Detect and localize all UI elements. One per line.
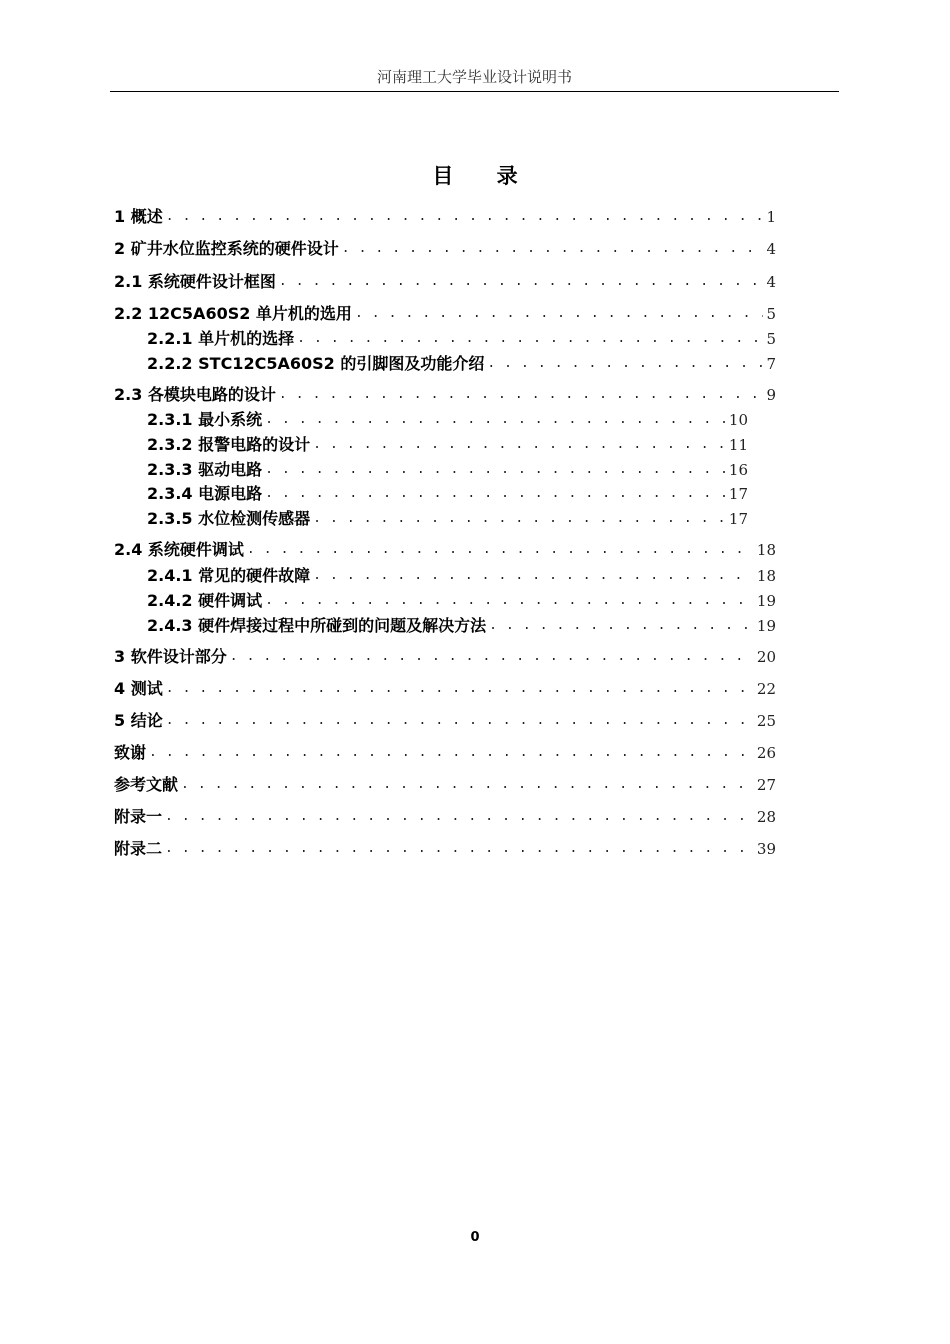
header-rule <box>110 91 839 92</box>
toc-entry-page: 18 <box>756 541 776 559</box>
toc-entry-page: 10 <box>728 411 748 429</box>
toc-entry[interactable] <box>147 564 776 586</box>
toc-leader-dots <box>313 509 726 529</box>
toc-entry-label: 4 测试 <box>114 679 163 698</box>
toc-entry[interactable] <box>114 677 776 699</box>
toc-entry-page: 11 <box>728 436 748 454</box>
toc-entry-page: 25 <box>756 712 776 730</box>
toc-entry-label: 2.3.1 最小系统 <box>147 410 263 429</box>
toc-entry-label: 2.4.1 常见的硬件故障 <box>147 566 311 585</box>
toc-leader-dots <box>165 807 754 827</box>
toc-entry-label: 2.3.2 报警电路的设计 <box>147 435 311 454</box>
toc-leader-dots <box>181 775 754 795</box>
toc-entry-page: 22 <box>756 680 776 698</box>
toc-leader-dots <box>265 460 726 480</box>
toc-leader-dots <box>279 385 764 405</box>
toc-entry[interactable] <box>147 352 776 374</box>
toc-entry-page: 1 <box>766 208 776 226</box>
toc-leader-dots <box>279 272 764 292</box>
toc-entry[interactable] <box>114 383 776 405</box>
toc-entry-page: 26 <box>756 744 776 762</box>
toc-entry[interactable] <box>114 645 776 667</box>
toc-entry-label: 2.2.2 STC12C5A60S2 的引脚图及功能介绍 <box>147 354 485 373</box>
toc-entry-page: 4 <box>766 273 776 291</box>
toc-leader-dots <box>166 711 754 731</box>
toc-leader-dots <box>313 435 726 455</box>
toc-leader-dots <box>297 329 763 349</box>
toc-entry-label: 致谢 <box>114 743 147 762</box>
toc-entry[interactable] <box>114 837 776 859</box>
toc-leader-dots <box>265 484 726 504</box>
toc-leader-dots <box>230 647 754 667</box>
toc-leader-dots <box>149 743 754 763</box>
toc-leader-dots <box>265 591 754 611</box>
toc-entry-label: 附录二 <box>114 839 163 858</box>
toc-entry[interactable] <box>147 433 748 455</box>
toc-entry[interactable] <box>147 482 748 504</box>
toc-entry-page: 18 <box>756 567 776 585</box>
toc-entry-label: 3 软件设计部分 <box>114 647 227 666</box>
toc-entry-label: 2.1 系统硬件设计框图 <box>114 272 276 291</box>
toc-entry-page: 28 <box>756 808 776 826</box>
toc-entry[interactable] <box>114 302 776 324</box>
toc-entry-label: 2.4.3 硬件焊接过程中所碰到的问题及解决方法 <box>147 616 487 635</box>
toc-entry-label: 附录一 <box>114 807 163 826</box>
toc-leader-dots <box>342 239 764 259</box>
toc-entry-page: 20 <box>756 648 776 666</box>
toc-leader-dots <box>166 207 764 227</box>
toc-entry-page: 7 <box>766 355 776 373</box>
toc-entry-page: 19 <box>756 592 776 610</box>
toc-entry[interactable] <box>114 270 776 292</box>
toc-entry-label: 2.4 系统硬件调试 <box>114 540 244 559</box>
toc-leader-dots <box>355 304 764 324</box>
toc-entry-page: 5 <box>766 305 776 323</box>
toc-entry-label: 2.2 12C5A60S2 单片机的选用 <box>114 304 352 323</box>
toc-entry[interactable] <box>147 408 748 430</box>
toc-leader-dots <box>165 839 754 859</box>
toc-leader-dots <box>313 566 754 586</box>
toc-entry-page: 17 <box>728 510 748 528</box>
toc-entry-page: 16 <box>728 461 748 479</box>
toc-entry-label: 参考文献 <box>114 775 179 794</box>
toc-entry[interactable] <box>114 538 776 560</box>
toc-entry-label: 2 矿井水位监控系统的硬件设计 <box>114 239 339 258</box>
toc-entry[interactable] <box>114 709 776 731</box>
toc-entry-label: 1 概述 <box>114 207 163 226</box>
toc-entry[interactable] <box>114 805 776 827</box>
toc-entry[interactable] <box>114 237 776 259</box>
toc-entry[interactable] <box>114 205 776 227</box>
toc-entry-page: 5 <box>766 330 776 348</box>
toc-entry[interactable] <box>147 614 776 636</box>
toc-entry-label: 2.3.5 水位检测传感器 <box>147 509 311 528</box>
page-number: 0 <box>470 1230 480 1245</box>
toc-entry-label: 2.2.1 单片机的选择 <box>147 329 295 348</box>
toc-entry[interactable] <box>147 327 776 349</box>
toc-entry-label: 2.4.2 硬件调试 <box>147 591 263 610</box>
toc-leader-dots <box>247 540 754 560</box>
toc-entry[interactable] <box>147 589 776 611</box>
toc-entry-label: 2.3.4 电源电路 <box>147 484 263 503</box>
toc-entry[interactable] <box>114 741 776 763</box>
toc-entry[interactable] <box>147 507 748 529</box>
running-header: 河南理工大学毕业设计说明书 <box>376 68 572 86</box>
toc-entry-page: 4 <box>766 240 776 258</box>
toc-entry-page: 17 <box>728 485 748 503</box>
toc-entry-label: 2.3.3 驱动电路 <box>147 460 263 479</box>
toc-title: 目 录 <box>432 164 536 188</box>
toc-entry[interactable] <box>114 773 776 795</box>
toc-leader-dots <box>487 354 763 374</box>
toc-entry-page: 19 <box>756 617 776 635</box>
toc-leader-dots <box>265 410 726 430</box>
toc-entry-page: 9 <box>766 386 776 404</box>
toc-leader-dots <box>489 616 754 636</box>
toc-leader-dots <box>166 679 754 699</box>
toc-entry-label: 5 结论 <box>114 711 163 730</box>
toc-entry[interactable] <box>147 458 748 480</box>
toc-entry-page: 27 <box>756 776 776 794</box>
toc-entry-page: 39 <box>756 840 776 858</box>
toc-entry-label: 2.3 各模块电路的设计 <box>114 385 276 404</box>
